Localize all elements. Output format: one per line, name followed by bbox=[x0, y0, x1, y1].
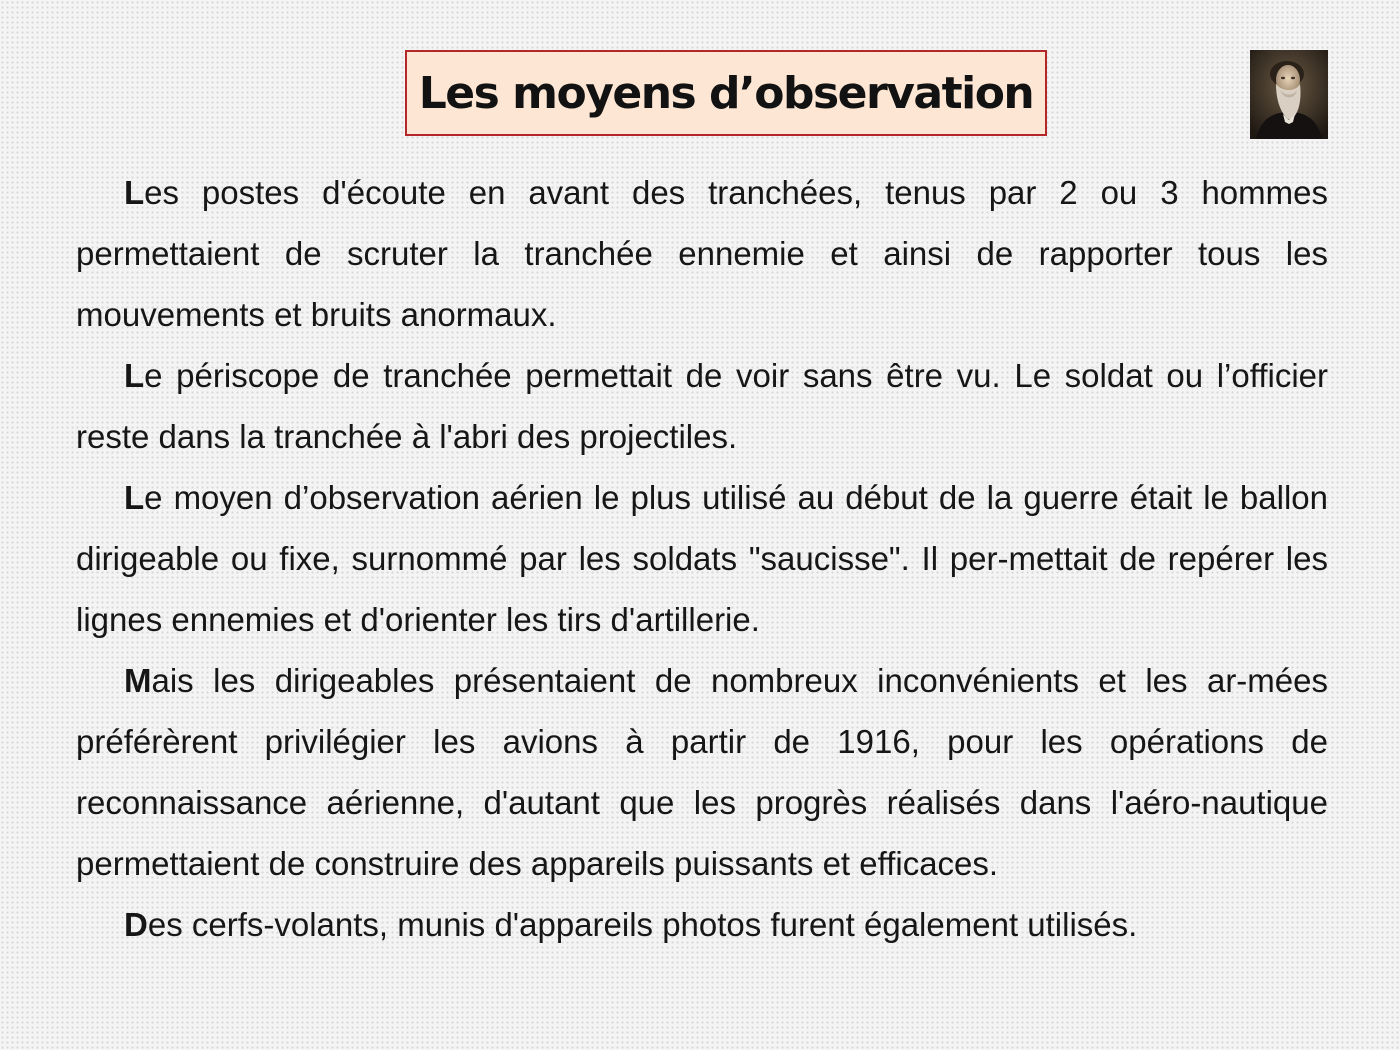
initial-letter: L bbox=[124, 479, 145, 516]
paragraph-text: e périscope de tranchée permettait de voir sans être vu. Le soldat ou l’officier reste dans la tranchée à l'abri des projectiles. bbox=[76, 357, 1328, 455]
paragraph-text: ais les dirigeables présentaient de nombreux inconvénients et les ar-mées préférèrent privilégier les avions à partir de 1916, pour les opérations de reconnaissance aérienne, d'autant que les progrès réalisés dans l'aéro-nautique permettaient de construire des appareils puissants et efficaces. bbox=[76, 662, 1328, 882]
paragraph-text: es cerfs-volants, munis d'appareils photos furent également utilisés. bbox=[147, 906, 1138, 943]
paragraph-4 bbox=[76, 650, 1328, 894]
paragraph-text: e moyen d’observation aérien le plus utilisé au début de la guerre était le ballon dirigeable ou fixe, surnommé par les soldats "saucisse". Il per-mettait de repérer les lignes ennemies et d'orienter les tirs d'artillerie. bbox=[76, 479, 1328, 638]
paragraph-text: es postes d'écoute en avant des tranchées, tenus par 2 ou 3 hommes permettaient de scruter la tranchée ennemie et ainsi de rapporter tous les mouvements et bruits anormaux. bbox=[76, 174, 1328, 333]
initial-letter: L bbox=[124, 357, 145, 394]
title-box bbox=[405, 50, 1047, 136]
article-body bbox=[76, 162, 1328, 955]
initial-letter: D bbox=[124, 906, 148, 943]
page-title: Les moyens d’observation bbox=[418, 67, 1034, 119]
initial-letter: L bbox=[124, 174, 145, 211]
paragraph-3 bbox=[76, 467, 1328, 650]
paragraph-1 bbox=[76, 162, 1328, 345]
paragraph-5 bbox=[76, 894, 1328, 955]
initial-letter: M bbox=[124, 662, 152, 699]
portrait-image bbox=[1250, 50, 1328, 139]
paragraph-2 bbox=[76, 345, 1328, 467]
